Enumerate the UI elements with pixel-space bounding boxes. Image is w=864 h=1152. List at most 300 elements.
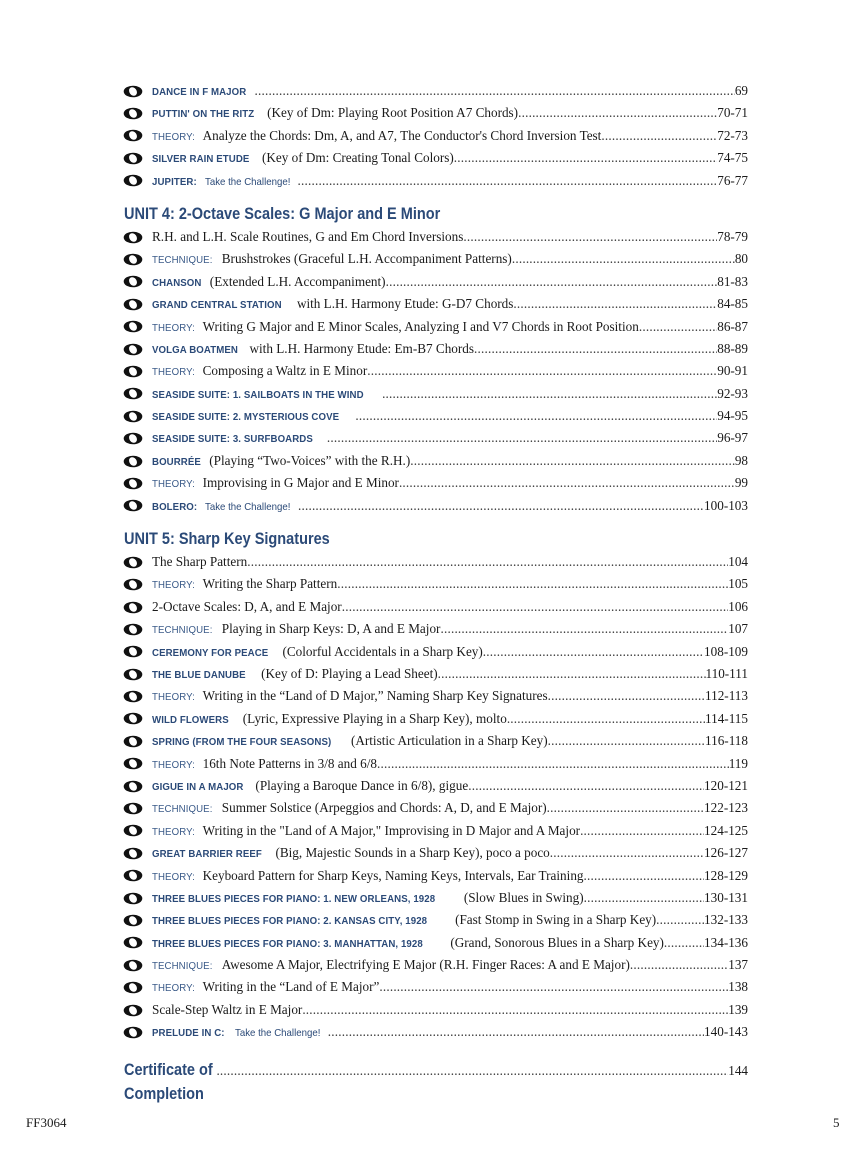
dot-leader (342, 596, 729, 618)
entry-text (152, 596, 342, 618)
toc-entry (124, 147, 748, 169)
entry-content (152, 360, 748, 383)
entry-content (152, 147, 748, 170)
whole-note-icon (123, 668, 143, 681)
entry-page-number: 138 (728, 979, 748, 995)
whole-note-icon (123, 499, 143, 512)
entry-keyword: SEASIDE SUITE: 1. SAILBOATS IN THE WIND (152, 388, 364, 401)
entry-text (152, 316, 639, 339)
whole-note-icon (123, 892, 143, 905)
entry-content (152, 663, 748, 686)
whole-note-icon (123, 757, 143, 770)
dot-leader (337, 573, 728, 595)
entry-keyword: SEASIDE SUITE: 2. MYSTERIOUS COVE (152, 411, 340, 424)
whole-note-icon (123, 320, 143, 333)
entry-keyword: GIGUE IN A MAJOR (152, 780, 244, 793)
entry-keyword: THREE BLUES PIECES FOR PIANO: 1. NEW ORLEANS, 1928 (152, 892, 436, 905)
entry-page-number: 78-79 (717, 228, 748, 244)
whole-note-icon (123, 712, 143, 725)
entry-content (152, 932, 748, 955)
entry-text (152, 999, 302, 1021)
whole-note-icon (123, 869, 143, 882)
entry-description: Writing the Sharp Pattern (202, 576, 338, 592)
entry-text (152, 427, 327, 450)
entry-content (152, 1021, 748, 1044)
whole-note-icon (123, 477, 143, 490)
toc-entry (124, 450, 748, 472)
entry-page-number: 70-71 (717, 105, 748, 121)
entry-content (152, 102, 748, 125)
whole-note-icon (123, 780, 143, 793)
entry-page-number: 106 (728, 598, 748, 614)
entry-content (152, 820, 748, 843)
toc-entry (124, 999, 748, 1021)
whole-note-icon (123, 298, 143, 311)
entry-text (152, 976, 379, 999)
entry-description: (Extended L.H. Accompaniment) (209, 273, 386, 289)
entry-text (152, 80, 255, 103)
dot-leader (379, 976, 728, 998)
entry-page-number: 69 (734, 83, 748, 98)
entry-description: (Key of Dm: Playing Root Position A7 Chords) (267, 105, 519, 121)
entry-page-number: 104 (728, 554, 748, 570)
entry-text (152, 147, 454, 170)
entry-text (152, 472, 399, 495)
table-of-contents (124, 80, 748, 1103)
toc-entry (124, 427, 748, 449)
entry-description: Summer Solstice (Arpeggios and Chords: A, D, and E Major) (221, 800, 547, 816)
toc-entry (124, 495, 748, 517)
footer-page-number: 5 (833, 1115, 840, 1130)
whole-note-icon (123, 107, 143, 120)
dot-leader (463, 226, 717, 248)
dot-leader (512, 248, 735, 270)
unit-5-section (124, 528, 748, 550)
entry-page-number: 124-125 (704, 822, 748, 838)
toc-entry (124, 618, 748, 640)
entry-content (152, 338, 748, 361)
dot-leader (513, 293, 717, 315)
entry-page-number: 99 (734, 475, 748, 491)
entry-description: (Key of D: Playing a Lead Sheet) (257, 665, 438, 681)
entry-content (152, 685, 748, 708)
entry-page-number: 81-83 (717, 273, 748, 289)
entry-content (152, 316, 748, 339)
toc-entry (124, 383, 748, 405)
entry-content (152, 999, 748, 1021)
entry-text (152, 730, 548, 753)
entry-text (152, 495, 298, 518)
toc-top-list (124, 80, 748, 192)
entry-text (152, 663, 438, 686)
entry-text (152, 248, 512, 271)
dot-leader (550, 842, 704, 864)
entry-text (152, 338, 474, 361)
entry-keyword: THEORY: (152, 982, 195, 995)
dot-leader (355, 405, 717, 427)
entry-description: (Fast Stomp in Swing in a Sharp Key) (455, 912, 657, 928)
entry-content (152, 865, 748, 888)
entry-text (152, 685, 548, 708)
entry-content (152, 573, 748, 596)
entry-content (152, 708, 748, 731)
entry-keyword: PRELUDE IN C: (152, 1027, 225, 1040)
entry-content (152, 551, 748, 573)
dot-leader (584, 865, 705, 887)
entry-description: The Sharp Pattern (152, 554, 248, 570)
entry-page-number: 74-75 (717, 150, 748, 166)
toc-entry (124, 663, 748, 685)
entry-description: Playing in Sharp Keys: D, A and E Major (221, 621, 441, 637)
entry-description: Writing in the “Land of D Major,” Naming Sharp Key Signatures (202, 688, 548, 704)
whole-note-icon (123, 253, 143, 266)
entry-content (152, 405, 748, 428)
entry-text (152, 932, 664, 955)
entry-page-number: 86-87 (717, 318, 748, 334)
entry-content (152, 495, 748, 518)
entry-content (152, 596, 748, 618)
entry-content (152, 842, 748, 865)
toc-entry (124, 551, 748, 573)
dot-leader (302, 999, 728, 1021)
unit-5-list (124, 551, 748, 1044)
toc-entry (124, 102, 748, 124)
entry-keyword: THEORY: (152, 130, 195, 143)
whole-note-icon (123, 981, 143, 994)
dot-leader (377, 753, 729, 775)
entry-content (152, 730, 748, 753)
entry-description: (Grand, Sonorous Blues in a Sharp Key) (450, 934, 664, 950)
entry-page-number: 90-91 (717, 363, 748, 379)
entry-text (152, 641, 483, 664)
toc-entry (124, 932, 748, 954)
dot-leader (367, 360, 717, 382)
dot-leader (639, 316, 717, 338)
certificate-title: Certificate of Completion (124, 1060, 213, 1103)
toc-entry (124, 472, 748, 494)
dot-leader (507, 708, 705, 730)
toc-entry (124, 865, 748, 887)
whole-note-icon (123, 824, 143, 837)
whole-note-icon (123, 556, 143, 569)
entry-content (152, 887, 748, 910)
entry-page-number: 114-115 (705, 710, 748, 726)
entry-keyword: PUTTIN' ON THE RITZ (152, 108, 255, 121)
dot-leader (247, 551, 728, 573)
dot-leader (601, 125, 717, 147)
dot-leader (664, 932, 704, 954)
whole-note-icon (123, 387, 143, 400)
entry-text (152, 383, 382, 406)
toc-entry (124, 360, 748, 382)
entry-keyword: SEASIDE SUITE: 3. SURFBOARDS (152, 433, 313, 446)
whole-note-icon (123, 152, 143, 165)
dot-leader (548, 730, 705, 752)
entry-text (152, 618, 440, 641)
entry-text (152, 797, 547, 820)
entry-description: (Artistic Articulation in a Sharp Key) (350, 733, 548, 749)
whole-note-icon (123, 1026, 143, 1039)
entry-content (152, 775, 748, 798)
entry-page-number: 112-113 (705, 688, 748, 704)
toc-entry (124, 842, 748, 864)
entry-keyword: THEORY: (152, 691, 195, 704)
entry-text (152, 865, 584, 888)
toc-entry (124, 909, 748, 931)
dot-leader (255, 80, 735, 102)
entry-text (152, 360, 367, 383)
dot-leader (656, 909, 704, 931)
entry-page-number: 76-77 (717, 172, 748, 188)
dot-leader (440, 618, 728, 640)
entry-keyword: DANCE IN F MAJOR (152, 86, 247, 98)
entry-page-number: 122-123 (704, 800, 748, 816)
entry-page-number: 98 (734, 452, 748, 468)
entry-description: Awesome A Major, Electrifying E Major (R.H. Finger Races: A and E Major) (221, 957, 630, 973)
dot-leader (438, 663, 706, 685)
whole-note-icon (123, 365, 143, 378)
toc-entry (124, 293, 748, 315)
entry-description: Improvising in G Major and E Minor (202, 475, 399, 491)
entry-text (152, 887, 584, 910)
entry-content (152, 226, 748, 248)
entry-keyword: SILVER RAIN ETUDE (152, 153, 250, 166)
entry-keyword: CEREMONY FOR PEACE (152, 646, 269, 659)
entry-keyword: THEORY: (152, 366, 195, 379)
whole-note-icon (123, 847, 143, 860)
entry-keyword: THEORY: (152, 758, 195, 771)
certificate-page: 144 (728, 1062, 748, 1078)
entry-keyword: GREAT BARRIER REEF (152, 848, 262, 861)
toc-entry (124, 573, 748, 595)
toc-entry (124, 775, 748, 797)
entry-keyword: VOLGA BOATMEN (152, 343, 238, 356)
entry-description: Brushstrokes (Graceful L.H. Accompaniment Patterns) (221, 251, 512, 267)
toc-entry (124, 1021, 748, 1043)
dot-leader (518, 102, 717, 124)
entry-page-number: 139 (728, 1001, 748, 1017)
toc-entry (124, 887, 748, 909)
entry-keyword: TECHNIQUE: (152, 803, 213, 816)
entry-keyword: SPRING (FROM THE FOUR SEASONS) (152, 736, 332, 749)
entry-description: Writing in the "Land of A Major," Improvising in D Major and A Major (202, 822, 581, 838)
whole-note-icon (123, 645, 143, 658)
dot-leader (328, 1021, 704, 1043)
entry-text (152, 708, 507, 731)
entry-content (152, 170, 748, 193)
entry-page-number: 140-143 (704, 1024, 748, 1040)
entry-description: with L.H. Harmony Etude: G-D7 Chords (296, 296, 514, 312)
toc-entry (124, 708, 748, 730)
unit-4-list (124, 226, 748, 517)
entry-keyword: BOURRÉE (152, 455, 201, 468)
whole-note-icon (123, 578, 143, 591)
whole-note-icon (123, 410, 143, 423)
toc-entry (124, 125, 748, 147)
entry-page-number: 88-89 (717, 340, 748, 356)
dot-leader (216, 1059, 728, 1083)
entry-page-number: 108-109 (704, 643, 748, 659)
entry-page-number: 119 (728, 755, 748, 771)
toc-entry (124, 80, 748, 102)
dot-leader (630, 954, 728, 976)
entry-description: (Key of Dm: Creating Tonal Colors) (261, 150, 454, 166)
entry-content (152, 383, 748, 406)
entry-content (152, 618, 748, 641)
entry-keyword: BOLERO: (152, 500, 198, 513)
toc-entry (124, 338, 748, 360)
whole-note-icon (123, 432, 143, 445)
entry-page-number: 110-111 (705, 665, 748, 681)
entry-content (152, 976, 748, 999)
entry-text (152, 405, 355, 428)
dot-leader (584, 887, 704, 909)
whole-note-icon (123, 623, 143, 636)
entry-text (152, 1021, 328, 1044)
entry-keyword: THEORY: (152, 870, 195, 883)
dot-leader (474, 338, 717, 360)
toc-entry (124, 954, 748, 976)
whole-note-icon (123, 343, 143, 356)
entry-page-number: 92-93 (717, 385, 748, 401)
entry-description: R.H. and L.H. Scale Routines, G and Em Chord Inversions (152, 228, 464, 244)
toc-entry (124, 641, 748, 663)
toc-entry (124, 596, 748, 618)
entry-page-number: 105 (728, 576, 748, 592)
whole-note-icon (123, 129, 143, 142)
whole-note-icon (123, 690, 143, 703)
entry-description: (Colorful Accidentals in a Sharp Key) (282, 643, 483, 659)
entry-text (152, 753, 377, 776)
whole-note-icon (123, 735, 143, 748)
entry-page-number: 132-133 (704, 912, 748, 928)
entry-content (152, 797, 748, 820)
toc-entry (124, 271, 748, 293)
footer-code: FF3064 (26, 1115, 67, 1130)
entry-keyword: CHANSON (152, 276, 202, 289)
entry-description: with L.H. Harmony Etude: Em-B7 Chords (249, 340, 474, 356)
entry-content (152, 472, 748, 495)
entry-content (152, 753, 748, 776)
dot-leader (548, 685, 705, 707)
dot-leader (297, 170, 717, 192)
entry-content (152, 427, 748, 450)
dot-leader (580, 820, 704, 842)
entry-page-number: 137 (728, 957, 748, 973)
entry-page-number: 84-85 (717, 296, 748, 312)
entry-content (152, 450, 748, 473)
entry-text (152, 842, 550, 865)
entry-keyword: THEORY: (152, 478, 195, 491)
whole-note-icon (123, 85, 143, 98)
entry-page-number: 107 (728, 621, 748, 637)
entry-page-number: 100-103 (704, 497, 748, 513)
toc-entry (124, 730, 748, 752)
entry-content (152, 641, 748, 664)
entry-text (152, 125, 601, 148)
entry-content (152, 909, 748, 932)
toc-entry (124, 226, 748, 248)
whole-note-icon (123, 959, 143, 972)
entry-content (152, 271, 748, 294)
entry-text (152, 551, 247, 573)
entry-text (152, 170, 297, 193)
whole-note-icon (123, 802, 143, 815)
entry-content (152, 248, 748, 271)
entry-keyword: TECHNIQUE: (152, 254, 213, 267)
entry-text (152, 573, 337, 596)
entry-description: Keyboard Pattern for Sharp Keys, Naming Keys, Intervals, Ear Training (202, 867, 584, 883)
entry-text (152, 775, 468, 798)
toc-entry (124, 820, 748, 842)
toc-entry (124, 405, 748, 427)
dot-leader (382, 383, 717, 405)
entry-keyword: JUPITER: (152, 175, 197, 188)
entry-content (152, 293, 748, 316)
entry-page-number: 126-127 (704, 845, 748, 861)
entry-page-number: 94-95 (717, 408, 748, 424)
entry-text (152, 820, 580, 843)
entry-keyword: TECHNIQUE: (152, 624, 213, 637)
entry-page-number: 134-136 (704, 934, 748, 950)
entry-keyword: WILD FLOWERS (152, 713, 229, 726)
entry-text (152, 954, 630, 977)
dot-leader (454, 147, 717, 169)
entry-text (152, 450, 410, 473)
whole-note-icon (123, 914, 143, 927)
entry-keyword: THREE BLUES PIECES FOR PIANO: 3. MANHATTAN, 1928 (152, 937, 423, 950)
entry-text (152, 102, 518, 125)
entry-challenge: Take the Challenge! (205, 500, 291, 513)
entry-text (152, 293, 513, 316)
toc-entry (124, 976, 748, 998)
dot-leader (547, 797, 704, 819)
toc-entry (124, 170, 748, 192)
whole-note-icon (123, 936, 143, 949)
entry-content (152, 80, 748, 103)
entry-challenge: Take the Challenge! (204, 175, 291, 188)
dot-leader (410, 450, 735, 472)
entry-challenge: Take the Challenge! (234, 1027, 321, 1040)
entry-keyword: THE BLUE DANUBE (152, 668, 246, 681)
entry-content (152, 125, 748, 148)
entry-description: (Playing “Two-Voices” with the R.H.) (209, 452, 411, 468)
dot-leader (298, 495, 704, 517)
entry-description: Writing in the “Land of E Major” (202, 979, 380, 995)
whole-note-icon (123, 275, 143, 288)
entry-page-number: 96-97 (717, 430, 748, 446)
entry-keyword: THEORY: (152, 825, 195, 838)
entry-keyword: GRAND CENTRAL STATION (152, 299, 282, 312)
dot-leader (468, 775, 704, 797)
entry-keyword: TECHNIQUE: (152, 960, 213, 973)
unit-4-title: UNIT 4: 2-Octave Scales: G Major and E Minor (124, 204, 441, 223)
entry-description: Composing a Waltz in E Minor (202, 363, 368, 379)
whole-note-icon (123, 1004, 143, 1017)
entry-description: (Big, Majestic Sounds in a Sharp Key), poco a poco (275, 845, 550, 861)
entry-page-number: 72-73 (717, 127, 748, 143)
entry-page-number: 80 (734, 251, 748, 267)
entry-text (152, 226, 463, 248)
entry-description: Scale-Step Waltz in E Major (152, 1001, 303, 1017)
entry-text (152, 271, 386, 294)
entry-description: 2-Octave Scales: D, A, and E Major (152, 598, 342, 614)
toc-entry (124, 797, 748, 819)
entry-description: (Playing a Baroque Dance in 6/8), gigue (255, 777, 469, 793)
entry-page-number: 116-118 (705, 733, 748, 749)
entry-page-number: 130-131 (704, 889, 748, 905)
toc-entry (124, 685, 748, 707)
